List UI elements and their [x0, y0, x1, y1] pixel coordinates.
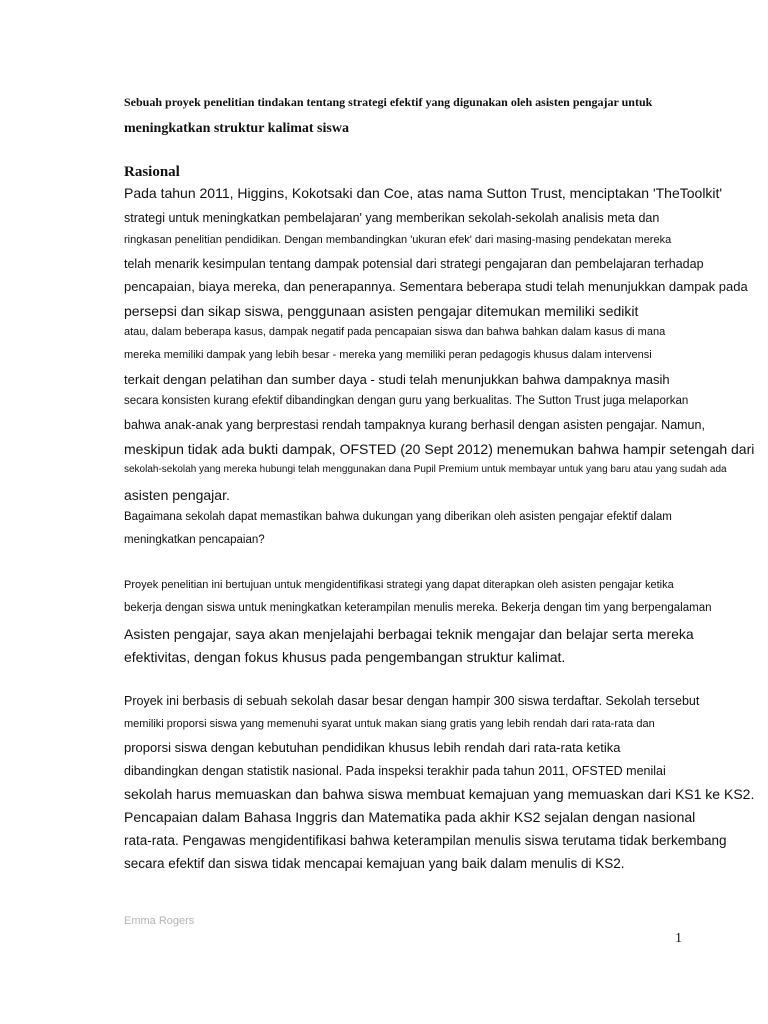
text-line: persepsi dan sikap siswa, penggunaan asisten pengajar ditemukan memiliki sedikit: [124, 303, 639, 319]
text-line: meskipun tidak ada bukti dampak, OFSTED (20 Sept 2012) menemukan bahwa hampir setengah dari: [124, 441, 755, 457]
section-heading: Rasional: [124, 164, 180, 180]
text-line: bahwa anak-anak yang berprestasi rendah tampaknya kurang berhasil dengan asisten pengajar. Namun,: [124, 418, 705, 432]
text-line: telah menarik kesimpulan tentang dampak potensial dari strategi pengajaran dan pembelajaran terhadap: [124, 257, 704, 271]
text-line: efektivitas, dengan fokus khusus pada pengembangan struktur kalimat.: [124, 649, 566, 665]
text-line: secara efektif dan siswa tidak mencapai kemajuan yang baik dalam menulis di KS2.: [124, 856, 625, 871]
text-line: proporsi siswa dengan kebutuhan pendidikan khusus lebih rendah dari rata-rata ketika: [124, 740, 621, 755]
text-line: rata-rata. Pengawas mengidentifikasi bahwa keterampilan menulis siswa terutama tidak berkembang: [124, 833, 727, 848]
text-line: mereka memiliki dampak yang lebih besar - mereka yang memiliki peran pedagogis khusus dalam intervensi: [124, 349, 652, 361]
text-line: dibandingkan dengan statistik nasional. Pada inspeksi terakhir pada tahun 2011, OFSTED menilai: [124, 764, 666, 778]
text-line: ringkasan penelitian pendidikan. Dengan membandingkan 'ukuran efek' dari masing-masing pendekatan mereka: [124, 234, 672, 246]
text-line: secara konsisten kurang efektif dibandingkan dengan guru yang berkualitas. The Sutton Trust juga melaporkan: [124, 395, 689, 407]
text-line: Proyek ini berbasis di sebuah sekolah dasar besar dengan hampir 300 siswa terdaftar. Sekolah tersebut: [124, 694, 700, 708]
footer-author: Emma Rogers: [124, 915, 195, 927]
text-line: Pencapaian dalam Bahasa Inggris dan Matematika pada akhir KS2 sejalan dengan nasional: [124, 809, 696, 825]
text-line: pencapaian, biaya mereka, dan penerapannya. Sementara beberapa studi telah menunjukkan dampak pada: [124, 279, 748, 294]
text-line: bekerja dengan siswa untuk meningkatkan keterampilan menulis mereka. Bekerja dengan tim yang berpengalaman: [124, 602, 712, 614]
document-title-line-2: meningkatkan struktur kalimat siswa: [124, 121, 349, 136]
text-line: strategi untuk meningkatkan pembelajaran' yang memberikan sekolah-sekolah analisis meta dan: [124, 211, 660, 225]
text-line: asisten pengajar.: [124, 487, 230, 503]
text-line: sekolah harus memuaskan dan bahwa siswa membuat kemajuan yang memuaskan dari KS1 ke KS2.: [124, 786, 755, 802]
page-number: 1: [675, 931, 682, 946]
text-line: Asisten pengajar, saya akan menjelajahi berbagai teknik mengajar dan belajar serta mereka: [124, 626, 694, 642]
text-line: Proyek penelitian ini bertujuan untuk mengidentifikasi strategi yang dapat diterapkan oleh asisten pengajar ketika: [124, 579, 674, 591]
text-line: terkait dengan pelatihan dan sumber daya - studi telah menunjukkan bahwa dampaknya masih: [124, 372, 670, 387]
text-line: meningkatkan pencapaian?: [124, 534, 265, 546]
document-title-line-1: Sebuah proyek penelitian tindakan tentang strategi efektif yang digunakan oleh asisten pengajar untuk: [124, 95, 653, 109]
text-line: atau, dalam beberapa kasus, dampak negatif pada pencapaian siswa dan bahwa bahkan dalam kasus di mana: [124, 326, 666, 338]
text-line: Pada tahun 2011, Higgins, Kokotsaki dan Coe, atas nama Sutton Trust, menciptakan 'TheToolkit': [124, 185, 723, 201]
text-line: memiliki proporsi siswa yang memenuhi syarat untuk makan siang gratis yang lebih rendah dari rata-rata dan: [124, 718, 655, 730]
text-line: sekolah-sekolah yang mereka hubungi telah menggunakan dana Pupil Premium untuk membayar untuk yang baru atau yang sudah ada: [124, 464, 727, 475]
text-line: Bagaimana sekolah dapat memastikan bahwa dukungan yang diberikan oleh asisten pengajar efektif dalam: [124, 511, 672, 523]
